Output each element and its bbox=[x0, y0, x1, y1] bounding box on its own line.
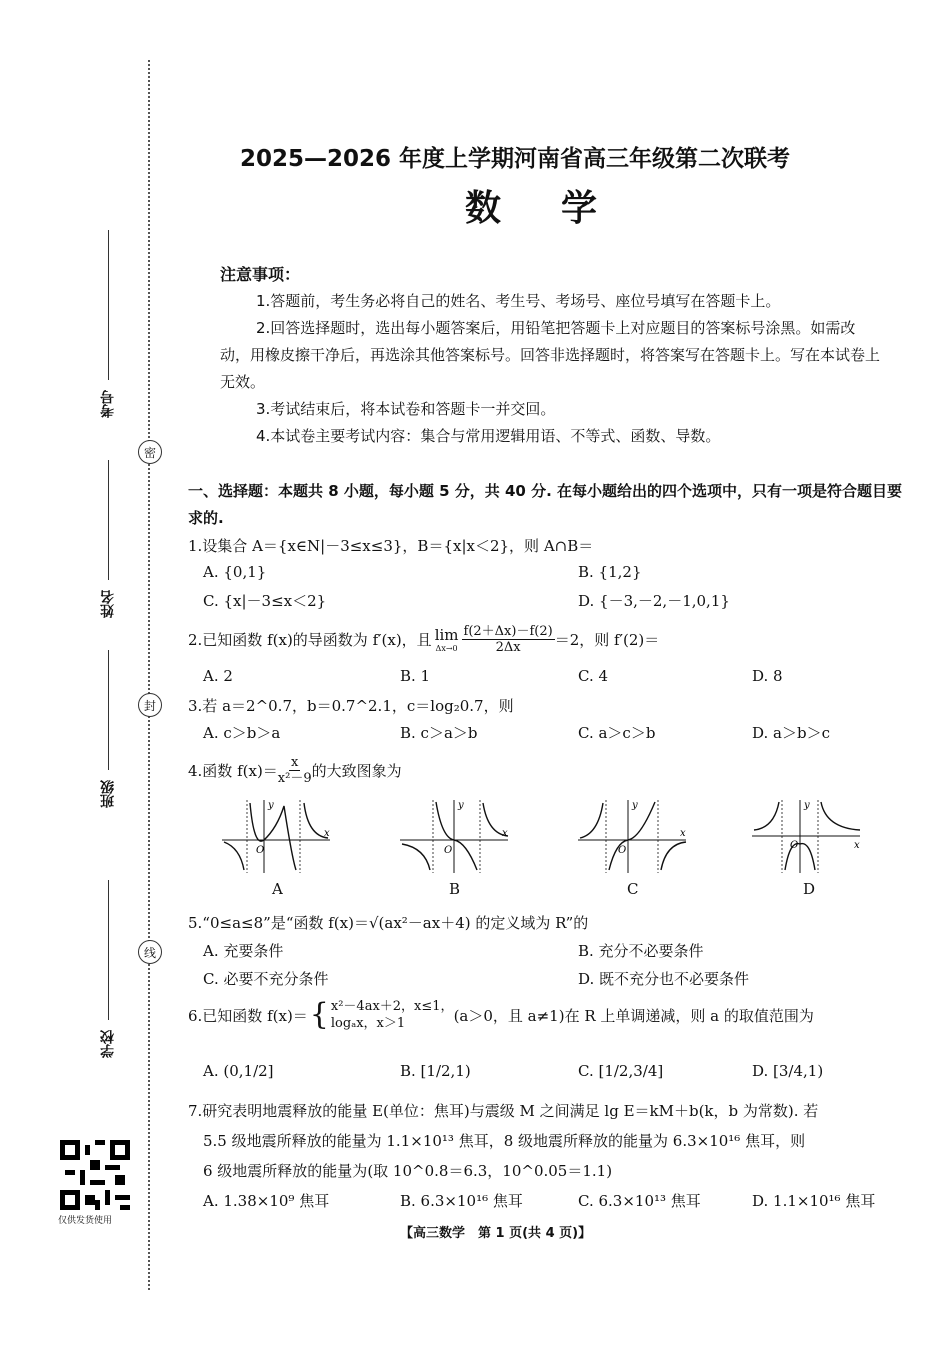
seal-mark: 封 bbox=[138, 693, 162, 717]
question-3-stem: 3.若 a＝2^0.7，b＝0.7^2.1，c＝log₂0.7，则 bbox=[188, 697, 514, 715]
question-2-stem bbox=[188, 624, 659, 655]
q2-fraction bbox=[462, 624, 555, 655]
q4-fraction bbox=[278, 755, 312, 786]
q6-brace: { bbox=[309, 997, 329, 1032]
page-footer: 【高三数学 第 1 页(共 4 页)】 bbox=[400, 1226, 592, 1241]
question-5-stem: 5.“0≤a≤8”是“函数 f(x)＝√(ax²－ax＋4) 的定义域为 R”的 bbox=[188, 914, 589, 932]
binding-fold-line bbox=[148, 60, 150, 1290]
q5-option-c: C. 必要不充分条件 bbox=[203, 970, 329, 988]
q2-option-a: A. 2 bbox=[203, 667, 233, 685]
question-6-stem bbox=[188, 998, 814, 1032]
q7-option-a: A. 1.38×10⁹ 焦耳 bbox=[203, 1192, 330, 1210]
note-item: 3.考试结束后，将本试卷和答题卡一并交回。 bbox=[256, 400, 556, 418]
q6-option-d: D. [3/4,1) bbox=[752, 1062, 824, 1080]
note-item: 1.答题前，考生务必将自己的姓名、考生号、考场号、座位号填写在答题卡上。 bbox=[256, 292, 781, 310]
q2-option-d: D. 8 bbox=[752, 667, 783, 685]
section-heading: 一、选择题：本题共 8 小题，每小题 5 分，共 40 分. 在每小题给出的四个选项中，只有一项是符合题目要求的. bbox=[188, 482, 903, 527]
q4-graph-label-d: D bbox=[803, 880, 816, 898]
notes-title: 注意事项： bbox=[220, 265, 301, 284]
q4-graph-label-c: C bbox=[627, 880, 639, 898]
q5-option-b: B. 充分不必要条件 bbox=[578, 942, 704, 960]
qr-code-image bbox=[60, 1140, 130, 1210]
q3-option-b: B. c＞a＞b bbox=[400, 724, 478, 742]
side-field-school bbox=[96, 880, 120, 1058]
seal-mark: 线 bbox=[138, 940, 162, 964]
q2-option-b: B. 1 bbox=[400, 667, 431, 685]
axis-y-label: y bbox=[804, 800, 810, 811]
q6-piece-1: x²－4ax＋2，x≤1， bbox=[330, 999, 454, 1014]
q4-graph-label-a: A bbox=[272, 880, 283, 898]
q4-text-after: 的大致图象为 bbox=[311, 762, 402, 780]
q1-option-c: C. {x|－3≤x＜2} bbox=[203, 592, 327, 610]
q6-piece-2: logₐx，x＞1 bbox=[330, 1016, 406, 1031]
note-item: 4.本试卷主要考试内容：集合与常用逻辑用语、不等式、函数、导数。 bbox=[256, 427, 721, 445]
side-field-exam-number bbox=[96, 230, 120, 418]
q4-text-before: 4.函数 f(x)＝ bbox=[188, 762, 278, 780]
origin-label: O bbox=[444, 845, 453, 856]
q2-option-c: C. 4 bbox=[578, 667, 609, 685]
q6-text-after: (a＞0，且 a≠1)在 R 上单调递减，则 a 的取值范围为 bbox=[453, 1006, 814, 1025]
q3-option-d: D. a＞b＞c bbox=[752, 724, 830, 742]
axis-y-label: y bbox=[458, 800, 464, 811]
axis-x-label: x bbox=[324, 828, 330, 839]
q2-lim: lim bbox=[434, 626, 459, 644]
q2-limit bbox=[435, 626, 459, 653]
q2-frac-den: 2Δx bbox=[495, 640, 521, 655]
axis-y-label: y bbox=[632, 800, 638, 811]
origin-label: O bbox=[256, 845, 265, 856]
q1-option-d: D. {－3,－2,－1,0,1} bbox=[578, 592, 730, 610]
side-label: 学校 bbox=[100, 1030, 116, 1058]
seal-mark: 密 bbox=[138, 440, 162, 464]
q2-text-before: 2.已知函数 f(x)的导函数为 f′(x)，且 bbox=[188, 631, 432, 649]
side-field-class bbox=[96, 650, 120, 808]
question-7-line-1: 7.研究表明地震释放的能量 E(单位：焦耳)与震级 M 之间满足 lg E＝kM＋b(k，b 为常数). 若 bbox=[188, 1102, 819, 1120]
q6-text-before: 6.已知函数 f(x)＝ bbox=[188, 1006, 308, 1025]
q4-graph-label-b: B bbox=[449, 880, 461, 898]
q3-option-a: A. c＞b＞a bbox=[203, 724, 281, 742]
origin-label: O bbox=[790, 840, 799, 851]
notes-list bbox=[220, 288, 880, 450]
q1-option-a: A. {0,1} bbox=[203, 563, 267, 581]
origin-label: O bbox=[618, 845, 627, 856]
axis-x-label: x bbox=[680, 828, 686, 839]
q6-piecewise bbox=[331, 998, 454, 1032]
question-4-stem bbox=[188, 755, 402, 786]
q1-option-b: B. {1,2} bbox=[578, 563, 642, 581]
q6-option-c: C. [1/2,3/4] bbox=[578, 1062, 664, 1080]
q7-option-c: C. 6.3×10¹³ 焦耳 bbox=[578, 1192, 701, 1210]
q2-lim-sub: Δx→0 bbox=[435, 644, 458, 653]
exam-title: 2025—2026 年度上学期河南省高三年级第二次联考 bbox=[240, 146, 791, 172]
q5-option-d: D. 既不充分也不必要条件 bbox=[578, 970, 750, 988]
q6-option-b: B. [1/2,1) bbox=[400, 1062, 471, 1080]
question-7-line-2: 5.5 级地震所释放的能量为 1.1×10¹³ 焦耳，8 级地震所释放的能量为 6.3×10¹⁶ 焦耳，则 bbox=[203, 1132, 806, 1150]
side-label: 班级 bbox=[100, 780, 116, 808]
question-1-stem: 1.设集合 A＝{x∈N|－3≤x≤3}，B＝{x|x＜2}，则 A∩B＝ bbox=[188, 537, 594, 555]
q7-option-b: B. 6.3×10¹⁶ 焦耳 bbox=[400, 1192, 523, 1210]
side-field-name bbox=[96, 460, 120, 618]
q4-frac-num: x bbox=[291, 755, 299, 770]
q4-frac-den: x²－9 bbox=[277, 771, 312, 786]
axis-x-label: x bbox=[854, 840, 860, 851]
q4-graph-d bbox=[752, 798, 862, 873]
q5-option-a: A. 充要条件 bbox=[203, 942, 284, 960]
qr-caption: 仅供发货使用 bbox=[58, 1216, 113, 1226]
q4-graph-c bbox=[578, 798, 688, 873]
q2-text-after: ＝2，则 f′(2)＝ bbox=[554, 631, 660, 649]
q6-option-a: A. (0,1/2] bbox=[203, 1062, 274, 1080]
side-label: 姓名 bbox=[100, 590, 116, 618]
q4-graph-b bbox=[400, 798, 510, 873]
side-label: 考号 bbox=[100, 390, 116, 418]
q4-graph-a bbox=[222, 798, 332, 873]
q3-option-c: C. a＞c＞b bbox=[578, 724, 656, 742]
question-7-line-3: 6 级地震所释放的能量为(取 10^0.8＝6.3，10^0.05＝1.1) bbox=[203, 1162, 613, 1180]
q7-option-d: D. 1.1×10¹⁶ 焦耳 bbox=[752, 1192, 876, 1210]
axis-y-label: y bbox=[268, 800, 274, 811]
subject-title: 数学 bbox=[465, 188, 658, 229]
q2-frac-num: f(2＋Δx)－f(2) bbox=[463, 624, 553, 639]
note-item: 2.回答选择题时，选出每小题答案后，用铅笔把答题卡上对应题目的答案标号涂黑。如需改动，用橡皮擦干净后，再选涂其他答案标号。回答非选择题时，将答案写在答题卡上。写在本试卷上无效。 bbox=[220, 319, 881, 391]
axis-x-label: x bbox=[502, 828, 508, 839]
